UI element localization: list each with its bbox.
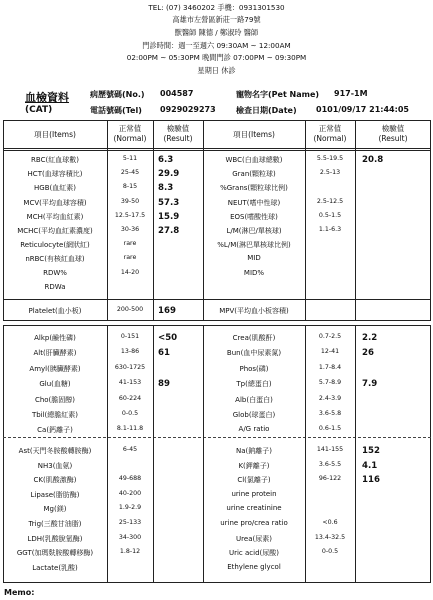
col-line bbox=[305, 120, 306, 321]
header-normal-left: 正常值 (Normal) bbox=[113, 124, 147, 143]
elec-right-result: 4.1 bbox=[362, 460, 378, 471]
cbc-right-name: MID bbox=[247, 254, 261, 263]
elec-left-name: Trig(三酸甘油脂) bbox=[28, 520, 82, 528]
elec-right-name: Na(鈉離子) bbox=[236, 447, 272, 455]
pet-name-label: 寵物名字(Pet Name) bbox=[236, 90, 320, 99]
cbc-right-name: NEUT(嗜中性球) bbox=[227, 198, 281, 207]
cbc-left-name: RDW% bbox=[43, 268, 67, 277]
elec-right-normal: 96-122 bbox=[318, 475, 342, 483]
header-item-left: 項目(Items) bbox=[34, 130, 76, 139]
chem-right-normal: 3.6-5.8 bbox=[318, 410, 342, 417]
cbc-left-normal: 14-20 bbox=[120, 268, 140, 276]
chem-right-name: Crea(肌酸酐) bbox=[232, 334, 276, 342]
cbc-left-normal: 39-50 bbox=[120, 197, 140, 205]
cbc-right-name: %L/M(淋巴單核球比例) bbox=[217, 241, 291, 250]
elec-left-name: GGT(加瑪麩胺酸轉移酶) bbox=[16, 549, 94, 558]
memo-label: Memo: bbox=[4, 588, 35, 597]
phone-label: 電話號碼(Tel) bbox=[90, 106, 142, 115]
cbc-left-normal: rare bbox=[123, 240, 137, 248]
header-divider bbox=[3, 148, 431, 149]
elec-left-name: NH3(血氨) bbox=[37, 461, 73, 470]
cbc-left-result: 6.3 bbox=[158, 155, 174, 165]
chem-right-name: Alb(白蛋白) bbox=[235, 395, 273, 404]
chem-left-name: Alkp(鹼性磷) bbox=[34, 334, 76, 342]
cbc-right-normal: 2.5-13 bbox=[319, 169, 341, 177]
chem-right-normal: 1.7-8.4 bbox=[318, 363, 342, 371]
header-item-right: 項目(Items) bbox=[233, 130, 275, 139]
cbc-left-name: RDWa bbox=[44, 282, 66, 291]
chem-left-name: Cho(膽固醇) bbox=[34, 395, 76, 404]
cbc-left-normal: 8-15 bbox=[122, 183, 138, 191]
chem-right-normal: 0.6-1.5 bbox=[318, 425, 342, 433]
elec-right-normal: <0.6 bbox=[322, 519, 338, 526]
chem-left-result: 89 bbox=[158, 379, 170, 390]
clinic-hours-2: 02:00PM ~ 05:30PM 晚間門診 07:00PM ~ 09:30PM bbox=[126, 53, 307, 62]
chem-right-result: 26 bbox=[362, 348, 374, 359]
cbc-right-normal: 1.1-6.3 bbox=[318, 226, 342, 233]
cbc-right-normal: 5.5-19.5 bbox=[316, 155, 344, 162]
clinic-phone: TEL: (07) 3460202 手機：0931301530 bbox=[148, 3, 285, 12]
cbc-left-name: Reticulocyte(網狀紅) bbox=[20, 241, 90, 250]
elec-left-normal: 6-45 bbox=[122, 446, 138, 453]
phone-value: 0929029273 bbox=[160, 105, 216, 114]
platelet-name: Platelet(血小板) bbox=[28, 307, 82, 315]
col-line bbox=[153, 325, 154, 583]
elec-left-name: LDH(乳酸脫氫酶) bbox=[27, 534, 83, 543]
cbc-left-name: MCH(平均血紅素) bbox=[26, 212, 84, 221]
elec-left-normal: 34-300 bbox=[118, 533, 142, 541]
cbc-left-name: nRBC(有核紅血球) bbox=[25, 255, 85, 264]
cbc-left-name: HCT(血球容積比) bbox=[27, 170, 83, 179]
chem-left-name: Amyl(胰臟酵素) bbox=[29, 364, 81, 373]
elec-right-normal: 13.4-32.5 bbox=[314, 533, 346, 541]
elec-right-name: Ethylene glycol bbox=[227, 562, 281, 571]
cbc-left-result: 15.9 bbox=[158, 211, 180, 222]
chem-left-result: <50 bbox=[158, 333, 178, 343]
chem-right-normal: 5.7-8.9 bbox=[318, 379, 342, 387]
platelet-divider bbox=[3, 299, 431, 300]
clinic-hours-1: 門診時間：週一至週六 09:30AM ~ 12:00AM bbox=[142, 41, 291, 50]
report-species: (CAT) bbox=[25, 105, 53, 115]
chem-right-result: 7.9 bbox=[362, 379, 378, 390]
elec-right-name: urine protein bbox=[231, 489, 277, 498]
elec-right-name: Uric acid(尿酸) bbox=[228, 549, 279, 558]
cbc-right-result: 20.8 bbox=[362, 155, 384, 165]
chem-left-normal: 41-153 bbox=[118, 379, 142, 387]
date-value: 0101/09/17 21:44:05 bbox=[316, 105, 409, 114]
cbc-left-result: 8.3 bbox=[158, 183, 174, 194]
chem-right-normal: 2.4-3.9 bbox=[318, 394, 342, 402]
cbc-left-name: RBC(紅血球數) bbox=[31, 156, 79, 164]
cbc-left-result: 57.3 bbox=[158, 197, 180, 208]
cbc-left-result: 27.8 bbox=[158, 226, 180, 236]
elec-left-name: CK(肌酸激酶) bbox=[33, 476, 77, 485]
cbc-right-name: WBC(白血球總數) bbox=[225, 156, 283, 164]
elec-right-normal: 0-0.5 bbox=[321, 548, 339, 556]
elec-right-result: 152 bbox=[362, 446, 380, 456]
chem-right-result: 2.2 bbox=[362, 333, 378, 343]
record-no-value: 004587 bbox=[160, 89, 194, 98]
elec-right-name: Cl(氯離子) bbox=[237, 476, 271, 485]
elec-right-name: urine pro/crea ratio bbox=[220, 519, 288, 527]
header-result-left: 檢驗值 (Result) bbox=[163, 124, 193, 143]
chem-left-normal: 0-0.5 bbox=[121, 410, 139, 417]
cbc-left-name: MCV(平均血球容積) bbox=[23, 198, 87, 207]
cbc-left-name: MCHC(平均血紅素濃度) bbox=[17, 227, 93, 235]
cbc-right-name: Gran(顆粒球) bbox=[232, 170, 276, 179]
elec-left-normal: 25-133 bbox=[118, 519, 142, 526]
col-line bbox=[355, 325, 356, 583]
pet-name-value: 917-1M bbox=[334, 89, 368, 98]
cbc-right-name: EOS(嗜酸性球) bbox=[230, 212, 278, 221]
chem-left-normal: 60-224 bbox=[118, 394, 142, 402]
cbc-left-normal: 25-45 bbox=[120, 169, 140, 177]
header-result-right: 檢驗值 (Result) bbox=[378, 124, 408, 143]
chem-right-name: Tp(總蛋白) bbox=[236, 380, 272, 389]
mpv-name: MPV(平均血小板容積) bbox=[219, 307, 289, 315]
elec-right-name: K(鉀離子) bbox=[238, 461, 270, 470]
col-line bbox=[153, 120, 154, 321]
report-title: 血檢資料 bbox=[25, 91, 69, 104]
chem-left-name: Ca(鈣離子) bbox=[37, 426, 73, 435]
chem-right-normal: 0.7-2.5 bbox=[318, 333, 342, 340]
chem-left-normal: 630-1725 bbox=[114, 363, 146, 371]
cbc-right-name: MID% bbox=[243, 268, 265, 277]
section-divider bbox=[3, 437, 431, 438]
chem-right-name: A/G ratio bbox=[238, 425, 270, 434]
chem-left-result: 61 bbox=[158, 348, 170, 359]
chem-right-name: Glob(球蛋白) bbox=[232, 411, 276, 419]
elec-left-name: Lactate(乳酸) bbox=[32, 563, 78, 572]
elec-right-normal: 3.6-5.5 bbox=[318, 460, 342, 468]
cbc-right-normal: 0.5-1.5 bbox=[318, 211, 342, 219]
chem-left-name: Alt(肝臟酵素) bbox=[33, 349, 77, 358]
elec-left-name: Mg(鎂) bbox=[43, 505, 67, 514]
elec-left-normal: 1.8-12 bbox=[119, 548, 141, 556]
chem-left-normal: 0-151 bbox=[120, 333, 140, 340]
cbc-left-normal: 12.5-17.5 bbox=[114, 211, 146, 219]
chem-left-normal: 8.1-11.8 bbox=[116, 425, 144, 433]
elec-left-normal: 40-200 bbox=[118, 489, 142, 497]
cbc-right-name: L/M(淋巴/單核球) bbox=[226, 227, 282, 235]
header-divider-2 bbox=[3, 150, 431, 151]
clinic-doctors: 獸醫師 陳德 / 鄭淑玲 醫師 bbox=[174, 28, 259, 37]
chem-left-name: Tbil(總膽紅素) bbox=[31, 411, 79, 419]
elec-left-normal: 49-688 bbox=[118, 475, 142, 483]
chem-right-name: Phos(磷) bbox=[239, 364, 269, 373]
header-normal-right: 正常值 (Normal) bbox=[313, 124, 347, 143]
chem-right-name: Bun(血中尿素氮) bbox=[226, 349, 282, 358]
cbc-left-normal: 5-11 bbox=[122, 155, 138, 162]
col-line bbox=[355, 120, 356, 321]
elec-left-name: Ast(天門冬胺酸轉胺酶) bbox=[18, 447, 92, 455]
cbc-left-result: 29.9 bbox=[158, 169, 180, 180]
cbc-left-normal: rare bbox=[123, 254, 137, 262]
elec-right-normal: 141-155 bbox=[316, 446, 344, 453]
clinic-address: 高雄市左營區新莊一路79號 bbox=[172, 15, 261, 24]
cbc-right-normal: 2.5-12.5 bbox=[316, 197, 344, 205]
elec-right-name: urine creatinine bbox=[226, 504, 282, 513]
chem-left-normal: 13-86 bbox=[120, 348, 140, 356]
elec-right-name: Urea(尿素) bbox=[236, 534, 272, 543]
chem-left-name: Glu(血糖) bbox=[39, 380, 71, 389]
platelet-normal: 200-500 bbox=[116, 306, 144, 313]
chem-right-normal: 12-41 bbox=[320, 348, 340, 356]
record-no-label: 病歷號碼(No.) bbox=[90, 90, 145, 99]
elec-right-result: 116 bbox=[362, 475, 380, 486]
cbc-left-normal: 30-36 bbox=[120, 226, 140, 233]
elec-left-normal: 1.9-2.9 bbox=[118, 504, 142, 512]
date-label: 檢查日期(Date) bbox=[236, 106, 297, 115]
col-line bbox=[107, 120, 108, 321]
clinic-closed: 星期日 休診 bbox=[197, 66, 236, 75]
elec-left-name: Lipase(脂肪酶) bbox=[30, 490, 80, 499]
cbc-right-name: %Grans(顆粒球比例) bbox=[220, 184, 288, 193]
platelet-result: 169 bbox=[158, 306, 176, 316]
cbc-left-name: HGB(血紅素) bbox=[34, 184, 76, 193]
